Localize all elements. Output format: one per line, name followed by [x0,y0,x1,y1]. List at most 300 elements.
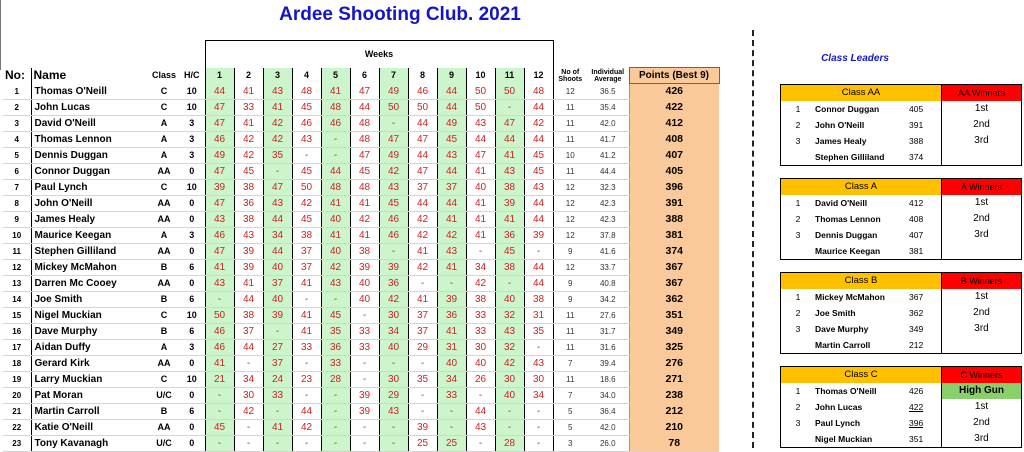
shoots-count: 9 [553,292,587,308]
shooter-name: John Lucas [31,100,149,116]
week-score: - [495,100,524,116]
points-best-9: 349 [629,324,719,340]
leader-score: 407 [909,227,942,243]
week-score: 30 [495,372,524,388]
week-score: 41 [350,196,379,212]
week-score: 43 [524,356,553,372]
shooter-class: A [149,132,179,148]
leader-award: 1st [974,197,989,208]
week-score: 47 [205,164,234,180]
week-score: 45 [292,212,321,228]
week-score: 47 [205,244,234,260]
shoots-count: 12 [553,228,587,244]
week-score: 39 [495,196,524,212]
class-box-header [781,367,1021,383]
week-score: 48 [321,100,350,116]
week-score: 44 [321,164,350,180]
week-score: 32 [495,340,524,356]
week-score: 42 [263,116,292,132]
week-score: 40 [466,356,495,372]
week-score: - [524,244,553,260]
week-score: 48 [350,180,379,196]
leader-award: 2nd [973,119,990,130]
individual-average: 41.6 [587,244,629,260]
table-row [3,388,719,404]
week-score: 34 [263,228,292,244]
leader-rank: 1 [795,292,801,302]
shooter-name: James Healy [31,212,149,228]
week-score: - [321,132,350,148]
shooter-handicap: 10 [179,100,205,116]
shooter-class: AA [149,212,179,228]
week-score: 32 [495,308,524,324]
shooter-class: AA [149,196,179,212]
week-score: 30 [379,308,408,324]
week-score: - [350,372,379,388]
week-score: 50 [292,180,321,196]
class-box [780,272,1022,354]
row-number: 7 [3,180,31,196]
individual-average: 31.7 [587,324,629,340]
shooter-name: Thomas Lennon [31,132,149,148]
week-score: 39 [263,308,292,324]
points-best-9: 396 [629,180,719,196]
week-score: 44 [524,132,553,148]
individual-average: 42.0 [587,116,629,132]
week-score: 50 [205,308,234,324]
points-best-9: 412 [629,116,719,132]
shoots-count: 11 [553,340,587,356]
individual-average: 44.4 [587,164,629,180]
leader-entry [781,305,1021,321]
header-shoots: No of Shoots [553,68,587,84]
week-score: 44 [495,132,524,148]
shooter-name: Darren Mc Cooey [31,276,149,292]
shooter-class: U/C [149,436,179,452]
week-score: - [379,436,408,452]
leader-entry [781,243,1021,259]
week-score: 47 [350,84,379,100]
week-score: 43 [205,212,234,228]
week-score: 30 [524,372,553,388]
individual-average: 31.6 [587,340,629,356]
week-score: 45 [292,100,321,116]
week-score: - [292,356,321,372]
week-score: 27 [263,340,292,356]
week-score: 39 [234,260,263,276]
shoots-count: 11 [553,372,587,388]
shoots-count: 10 [553,148,587,164]
week-score: 36 [495,228,524,244]
individual-average: 42.3 [587,196,629,212]
header-week-11: 11 [495,68,524,84]
week-score: 45 [205,420,234,436]
week-score: 41 [234,84,263,100]
week-score: 38 [350,244,379,260]
shooter-class: AA [149,276,179,292]
week-score: 39 [524,228,553,244]
shooter-handicap: 10 [179,180,205,196]
week-score: 40 [466,180,495,196]
shooter-name: John O'Neill [31,196,149,212]
table-row [3,164,719,180]
shooter-name: Tony Kavanagh [31,436,149,452]
table-row [3,404,719,420]
week-score: 43 [321,276,350,292]
week-score: 45 [292,164,321,180]
week-score: 43 [524,180,553,196]
row-number: 20 [3,388,31,404]
shooter-class: C [149,100,179,116]
header-week-1: 1 [205,68,234,84]
shooter-handicap: 0 [179,244,205,260]
shooter-name: Larry Muckian [31,372,149,388]
leader-score: 391 [909,117,942,133]
leader-rank: 2 [795,308,801,318]
table-row [3,340,719,356]
week-score: 41 [292,308,321,324]
week-score: 36 [379,276,408,292]
week-score: 49 [437,116,466,132]
week-score: - [292,292,321,308]
shooter-class: B [149,404,179,420]
week-score: 33 [321,356,350,372]
week-score: 44 [524,100,553,116]
shoots-count: 12 [553,260,587,276]
shoots-count: 12 [553,180,587,196]
week-score: - [350,308,379,324]
leader-score: 212 [909,337,942,353]
header-no: No: [5,68,25,82]
results-table [3,40,720,452]
week-score: 42 [234,132,263,148]
leader-score: 362 [909,305,942,321]
week-score: 44 [205,84,234,100]
leader-score: 367 [909,289,942,305]
points-best-9: 212 [629,404,719,420]
shooter-handicap: 3 [179,132,205,148]
week-score: 42 [495,356,524,372]
individual-average: 36.5 [587,84,629,100]
individual-average: 33.7 [587,260,629,276]
week-score: 46 [408,84,437,100]
week-score: 44 [437,196,466,212]
week-score: - [524,436,553,452]
shooter-class: B [149,292,179,308]
points-best-9: 238 [629,388,719,404]
week-score: 21 [205,372,234,388]
dashed-divider [752,30,754,448]
week-score: - [292,436,321,452]
week-score: - [379,420,408,436]
shooter-name: Thomas O'Neill [31,84,149,100]
week-score: 41 [292,276,321,292]
individual-average: 36.4 [587,404,629,420]
week-score: 49 [205,148,234,164]
table-row [3,84,719,100]
week-score: 48 [350,116,379,132]
week-score: 39 [437,292,466,308]
leader-name: Connor Duggan [815,104,880,114]
week-score: - [437,404,466,420]
week-score: 44 [263,244,292,260]
leader-award [942,149,1021,165]
shooter-handicap: 0 [179,212,205,228]
leader-score: 396 [909,415,942,431]
shooter-name: Nigel Muckian [31,308,149,324]
leader-entry [781,211,1021,227]
week-score: 41 [466,228,495,244]
week-score: 43 [466,420,495,436]
week-score: 44 [524,212,553,228]
week-score: 39 [350,388,379,404]
week-score: 38 [292,228,321,244]
leader-award: 1st [974,401,989,412]
shoots-count: 11 [553,308,587,324]
week-score: 45 [524,148,553,164]
week-score: 30 [466,340,495,356]
week-score: 33 [350,324,379,340]
points-best-9: 381 [629,228,719,244]
leader-name: John Lucas [815,402,863,412]
class-winners-label: C Winners [942,367,1021,383]
leader-entry [781,399,1021,415]
leader-name: Dennis Duggan [815,230,878,240]
week-score: - [495,276,524,292]
leader-award: 1st [974,291,989,302]
leader-award: 2nd [973,417,990,428]
points-best-9: 388 [629,212,719,228]
week-score: - [234,356,263,372]
leader-award: 3rd [974,433,989,444]
week-score: 49 [379,148,408,164]
table-row [3,276,719,292]
points-best-9: 367 [629,276,719,292]
week-score: - [408,276,437,292]
week-score: 37 [408,180,437,196]
row-number: 4 [3,132,31,148]
leader-award: 2nd [973,307,990,318]
shooter-handicap: 3 [179,116,205,132]
week-score: 42 [234,404,263,420]
leader-entry [781,383,1021,399]
leader-entry [781,101,1021,117]
week-score: 42 [379,164,408,180]
shoots-count: 11 [553,324,587,340]
row-number: 1 [3,84,31,100]
week-score: 43 [234,228,263,244]
row-number: 13 [3,276,31,292]
table-row [3,180,719,196]
week-score: 46 [292,116,321,132]
week-score: 40 [321,212,350,228]
week-score: 40 [379,340,408,356]
week-score: - [350,356,379,372]
shooter-name: David O'Neill [31,116,149,132]
leader-entry [781,321,1021,337]
week-score: 40 [350,292,379,308]
week-score: - [321,436,350,452]
week-score: 48 [350,132,379,148]
shoots-count: 5 [553,420,587,436]
shooter-name: Mickey McMahon [31,260,149,276]
week-score: 42 [263,132,292,148]
table-row [3,260,719,276]
week-score: 24 [263,372,292,388]
week-score: 47 [466,148,495,164]
week-score: - [263,436,292,452]
week-score: 38 [466,292,495,308]
week-score: 35 [321,324,350,340]
points-best-9: 407 [629,148,719,164]
week-score: 45 [379,196,408,212]
week-score: 43 [292,132,321,148]
shoots-count: 3 [553,436,587,452]
week-score: 41 [292,324,321,340]
week-score: 46 [205,132,234,148]
week-score: 41 [234,276,263,292]
week-score: 29 [408,340,437,356]
week-score: - [263,324,292,340]
leader-score: 349 [909,321,942,337]
shooter-name: Connor Duggan [31,164,149,180]
class-box-header [781,273,1021,289]
row-number: 18 [3,356,31,372]
points-best-9: 78 [629,436,719,452]
week-score: 44 [263,212,292,228]
week-score: 46 [205,228,234,244]
week-score: - [466,436,495,452]
week-score: 44 [437,164,466,180]
week-score: - [234,436,263,452]
week-score: 39 [205,180,234,196]
leader-rank: 1 [795,104,801,114]
week-score: 25 [437,436,466,452]
leader-rank: 3 [795,324,801,334]
shooter-class: AA [149,420,179,436]
week-score: - [379,356,408,372]
row-number: 21 [3,404,31,420]
week-score: 35 [524,324,553,340]
week-score: 48 [292,84,321,100]
week-score: - [205,404,234,420]
week-score: 45 [350,164,379,180]
week-score: 44 [234,292,263,308]
week-score: 44 [524,276,553,292]
shooter-name: Maurice Keegan [31,228,149,244]
points-best-9: 210 [629,420,719,436]
week-score: 43 [263,84,292,100]
leader-entry [781,195,1021,211]
individual-average: 42.3 [587,212,629,228]
week-score: 47 [408,164,437,180]
leader-score: 408 [909,211,942,227]
leader-name: Stephen Gilliland [815,152,885,162]
week-score: 40 [263,292,292,308]
weeks-label: Weeks [205,41,553,68]
table-row [3,356,719,372]
week-score: 41 [408,292,437,308]
week-score: 42 [292,196,321,212]
shoots-count: 9 [553,244,587,260]
table-row [3,292,719,308]
class-box [780,84,1022,166]
shooter-handicap: 0 [179,420,205,436]
table-row [3,244,719,260]
leader-entry [781,289,1021,305]
week-score: 31 [437,340,466,356]
points-best-9: 374 [629,244,719,260]
table-row [3,228,719,244]
week-score: 41 [437,324,466,340]
week-score: - [205,388,234,404]
week-score: 44 [350,100,379,116]
row-number: 23 [3,436,31,452]
shooter-class: A [149,116,179,132]
week-score: 41 [321,84,350,100]
week-score: 40 [495,388,524,404]
leader-name: Paul Lynch [815,418,861,428]
week-score: - [263,164,292,180]
leader-name: Mickey McMahon [815,292,885,302]
table-row [3,372,719,388]
class-box [780,366,1022,448]
leader-score: 412 [909,195,942,211]
shooter-name: Martin Carroll [31,404,149,420]
week-score: 28 [495,436,524,452]
week-score: 47 [205,100,234,116]
week-score: 37 [408,308,437,324]
week-score: 37 [263,276,292,292]
leader-name: Nigel Muckian [815,434,873,444]
shooter-handicap: 6 [179,404,205,420]
leader-name: James Healy [815,136,867,146]
header-points: Points (Best 9) [629,68,719,84]
individual-average: 42.0 [587,420,629,436]
shooter-name: Aidan Duffy [31,340,149,356]
leader-award [942,337,1021,353]
week-score: 46 [379,212,408,228]
week-score: 40 [495,292,524,308]
shooter-handicap: 0 [179,276,205,292]
week-score: 39 [379,260,408,276]
header-average: Individual Average [591,68,625,83]
week-score: 42 [437,228,466,244]
week-score: - [205,436,234,452]
week-score: 25 [408,436,437,452]
week-score: 39 [234,244,263,260]
week-score: 43 [437,244,466,260]
week-score: 42 [408,212,437,228]
leader-award: 1st [974,103,989,114]
week-score: 46 [379,228,408,244]
leader-name: John O'Neill [815,120,865,130]
header-week-10: 10 [466,68,495,84]
week-score: 41 [350,228,379,244]
points-best-9: 408 [629,132,719,148]
individual-average: 32.3 [587,180,629,196]
week-score: - [205,292,234,308]
shooter-handicap: 0 [179,436,205,452]
week-score: 31 [524,308,553,324]
shoots-count: 12 [553,84,587,100]
week-score: 47 [408,132,437,148]
leader-rank [781,431,815,447]
table-row [3,148,719,164]
week-score: 33 [292,340,321,356]
sheet-edge [0,0,1,70]
leader-entry [781,117,1021,133]
